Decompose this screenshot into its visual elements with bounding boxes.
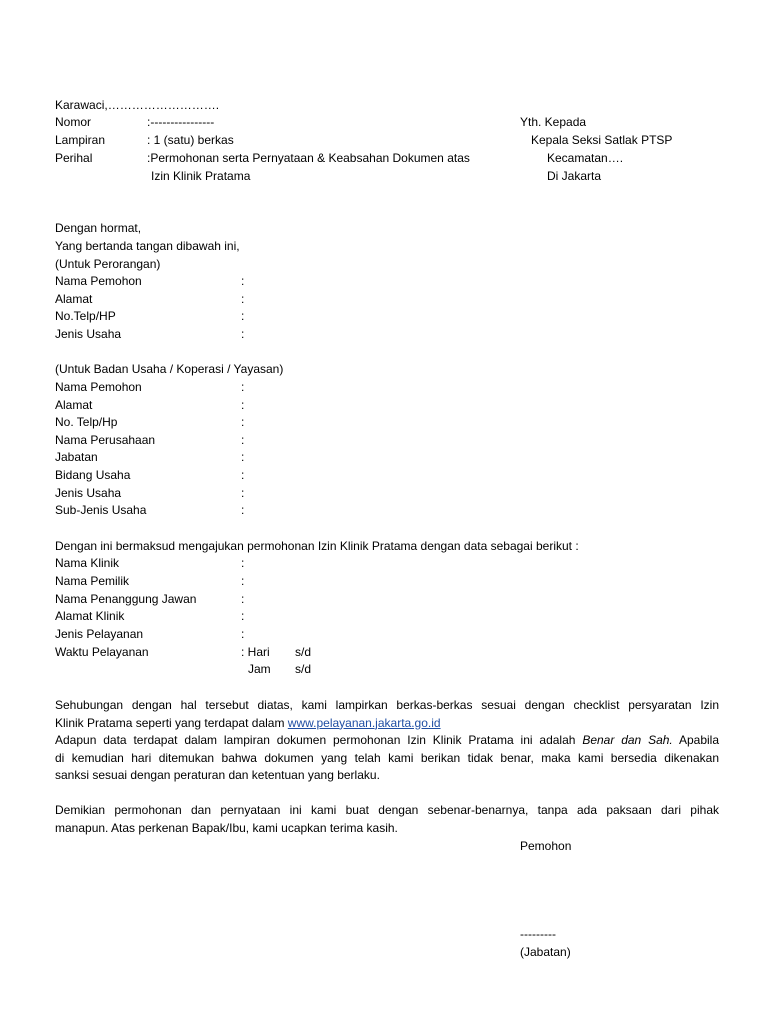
greeting: Dengan hormat, (55, 221, 142, 235)
lampiran-label: Lampiran (55, 133, 106, 147)
field-colon: : (241, 380, 245, 394)
paragraph-line (55, 715, 719, 733)
field-label: Sub-Jenis Usaha (55, 503, 147, 517)
recipient-line2: Kepala Seksi Satlak PTSP (531, 133, 673, 147)
signature-label: Pemohon (520, 839, 572, 853)
perorangan-heading: (Untuk Perorangan) (55, 257, 161, 271)
field-colon: : (241, 468, 245, 482)
paragraph-attachments (55, 697, 719, 732)
field-colon: : (241, 292, 245, 306)
perihal-value-2: Izin Klinik Pratama (151, 169, 251, 183)
lampiran-value: : 1 (satu) berkas (147, 133, 234, 147)
jam-label: Jam (248, 662, 271, 676)
field-label: Jenis Pelayanan (55, 627, 144, 641)
sd-label: s/d (295, 645, 312, 659)
field-label: Bidang Usaha (55, 468, 131, 482)
field-label: No.Telp/HP (55, 309, 116, 323)
field-colon: : (241, 450, 245, 464)
nomor-value: :---------------- (147, 115, 215, 129)
field-label: No. Telp/Hp (55, 415, 118, 429)
perihal-value-1: :Permohonan serta Pernyataan & Keabsahan Dokumen atas (147, 151, 470, 165)
paragraph-line: Demikian permohonan dan pernyataan ini kami buat dengan sebenar-benarnya, tanpa ada paksaan dari pihak (55, 803, 719, 817)
badan-usaha-heading: (Untuk Badan Usaha / Koperasi / Yayasan) (55, 362, 284, 376)
field-label: Jabatan (55, 450, 98, 464)
paragraph-line: Sehubungan dengan hal tersebut diatas, kami lampirkan berkas-berkas sesuai dengan checklist persyaratan Izin (55, 698, 719, 712)
paragraph-validity (55, 732, 719, 785)
recipient-line4: Di Jakarta (547, 169, 602, 183)
recipient-line1: Yth. Kepada (520, 115, 587, 129)
field-colon: : (241, 627, 245, 641)
klinik-intro: Dengan ini bermaksud mengajukan permohonan Izin Klinik Pratama dengan data sebagai berikut : (55, 539, 579, 553)
field-colon: : (241, 433, 245, 447)
intro-line: Yang bertanda tangan dibawah ini, (55, 239, 240, 253)
paragraph-text: Adapun data terdapat dalam lampiran dokumen permohonan Izin Klinik Pratama ini adalah (55, 733, 583, 747)
perihal-label: Perihal (55, 151, 93, 165)
field-colon: : (241, 486, 245, 500)
field-label: Nama Pemilik (55, 574, 130, 588)
field-colon: : (241, 503, 245, 517)
field-colon: : (241, 274, 245, 288)
field-colon: : (241, 309, 245, 323)
field-label: Waktu Pelayanan (55, 645, 149, 659)
field-label: Nama Penanggung Jawan (55, 592, 197, 606)
signature-line: --------- (520, 927, 556, 941)
paragraph-line: di kemudian hari ditemukan bahwa dokumen yang telah kami berikan tidak benar, maka kami bersedia dikenakan (55, 750, 719, 765)
field-colon: : (241, 327, 245, 341)
field-label: Nama Pemohon (55, 274, 142, 288)
hari-label: : Hari (241, 645, 270, 659)
field-label: Nama Perusahaan (55, 433, 156, 447)
recipient-line3: Kecamatan…. (547, 151, 624, 165)
field-label: Alamat Klinik (55, 609, 125, 623)
field-label: Jenis Usaha (55, 327, 122, 341)
field-colon: : (241, 592, 245, 606)
field-label: Alamat (55, 398, 93, 412)
field-label: Nama Klinik (55, 556, 120, 570)
field-label: Jenis Usaha (55, 486, 122, 500)
field-colon: : (241, 415, 245, 429)
field-colon: : (241, 609, 245, 623)
field-label: Nama Pemohon (55, 380, 142, 394)
field-colon: : (241, 574, 245, 588)
field-colon: : (241, 556, 245, 570)
emphasis-text: Benar dan Sah. (582, 733, 673, 747)
signature-jabatan: (Jabatan) (520, 945, 571, 959)
paragraph-text: Klinik Pratama seperti yang terdapat dalam (55, 715, 288, 730)
paragraph-line: sanksi sesuai dengan peraturan dan ketentuan yang berlaku. (55, 768, 380, 783)
paragraph-line (55, 732, 719, 750)
paragraph-line: manapun. Atas perkenan Bapak/Ibu, kami ucapkan terima kasih. (55, 820, 398, 835)
pelayanan-link[interactable]: www.pelayanan.jakarta.go.id (287, 715, 441, 730)
field-label: Alamat (55, 292, 93, 306)
paragraph-closing (55, 802, 719, 837)
nomor-label: Nomor (55, 115, 92, 129)
place-date: Karawaci,………………………. (55, 98, 220, 112)
sd-label: s/d (295, 662, 312, 676)
field-colon: : (241, 398, 245, 412)
paragraph-text: Apabila (672, 733, 719, 747)
